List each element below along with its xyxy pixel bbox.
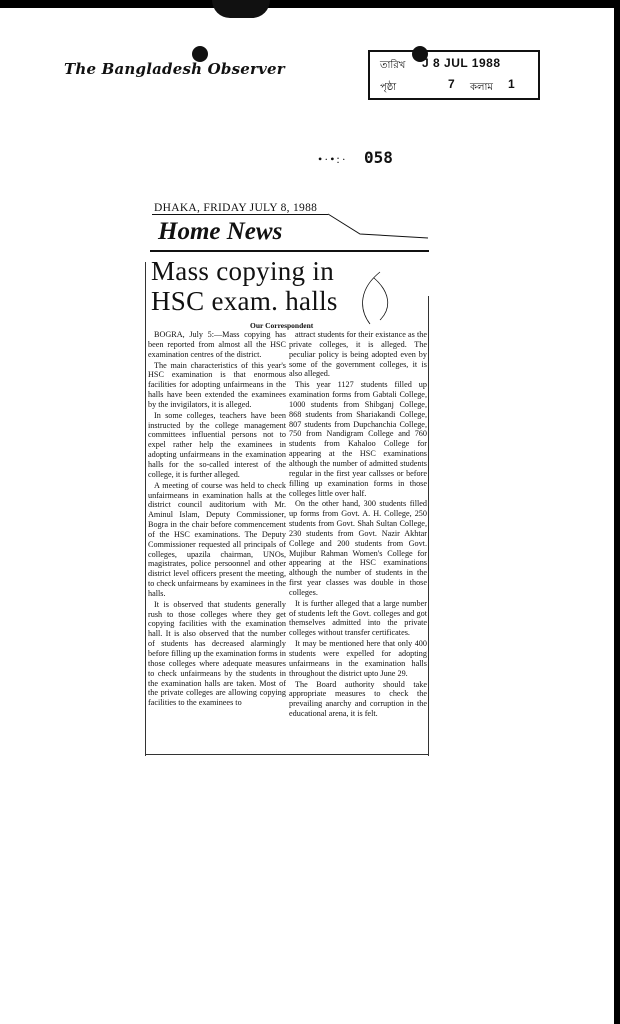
clipping-edge-bottom: [145, 754, 429, 755]
section-rule: [150, 250, 429, 252]
newspaper-name: The Bangladesh Observer: [64, 60, 285, 78]
section-tab-shape: [300, 212, 430, 242]
paragraph: A meeting of course was held to check unfairmeans in examination halls at the district council auditorium with Mr. Aminul Islam, Deputy Commissioner, Bogra in the chair before commencement of the HSC examinations. The Deputy Commissioner requested all principals of colleges, upazila chairman, UNOs, magistrates, police persoonnel and other district level officers present the meeting, to check unfairmeans by examinees in the halls.: [148, 480, 286, 598]
paragraph: BOGRA, July 5:—Mass copying has been reported from almost all the HSC examination centres of the district.: [148, 330, 286, 359]
paragraph: The main characteristics of this year's HSC examination is that enormous facilities for adopting unfairmeans in the halls have been extended the examinees by the invigilators, it is alleged.: [148, 360, 286, 409]
stamp-page-value: 7: [448, 77, 455, 91]
paragraph: It is observed that students generally rush to those colleges where they get copying facilities with the examination hall. It is also observed that the number of students has decreased alarmingly before filling up the examination forms in those colleges where adequate measures to check unfairmeans by the students in the examination halls are taken. Most of the private colleges are allowing copying facilities to the examinees to: [148, 599, 286, 708]
section-title: Home News: [158, 218, 283, 245]
article-column-2: [289, 330, 427, 720]
byline: Our Correspondent: [250, 321, 314, 330]
stamp-column-label: কলাম: [470, 82, 493, 93]
paragraph: This year 1127 students filled up examination forms from Gabtali College, 1000 students from Shibganj College, 868 students from Shariakandi College, 807 students from Dupchanchia College, 750 from Nandigram College and 760 students from Kahaloo College for appearing at the HSC examinations although the number of admitted students regular in the first year callsses or before filling up examination forms in those colleges little over half.: [289, 380, 427, 498]
article-column-1: [148, 330, 286, 709]
clipping-edge-right: [428, 296, 429, 756]
paragraph: attract students for their existance as the private colleges, it is alleged. The peculiar policy is being adopted even by some of the government colleges, it is also alleged.: [289, 330, 427, 379]
ink-specks: •·•:·: [318, 152, 348, 166]
headline-line-1: Mass copying in: [151, 256, 334, 286]
paragraph: It may be mentioned here that only 400 students were expelled for adopting unfairmeans in the examination halls throughout the district upto June 29.: [289, 639, 427, 678]
headline-line-2: HSC exam. halls: [151, 286, 338, 316]
stamp-date-label: তারিখ: [380, 60, 406, 71]
paragraph: On the other hand, 300 students filled up forms from Govt. A. H. College, 250 students from Govt. Shah Sultan College, 230 students from Govt. Nazir Akhtar College and 200 students from Govt. Mujibur Rahman Women's College for appearing at the HSC examinations although the number of students in the first year classes was double in those colleges.: [289, 499, 427, 597]
stamp-page-label: পৃষ্ঠা: [380, 82, 397, 93]
dateline: DHAKA, FRIDAY JULY 8, 1988: [154, 202, 318, 214]
binder-clip-shadow: [212, 0, 270, 18]
paragraph: The Board authority should take appropriate measures to check the prevailing anarchy and corruption in the educational arena, it is felt.: [289, 679, 427, 719]
clipping-edge-left: [145, 262, 146, 756]
scan-top-edge: [0, 0, 620, 8]
stamp-date: J 8 JUL 1988: [422, 56, 501, 70]
paragraph: In some colleges, teachers have been instructed by the college management committees influential persons not to expel rather help the examinees in adopting unfairmeans in the examination halls for the so-called interest of the college, it is further alleged.: [148, 410, 286, 479]
stamp-column-value: 1: [508, 77, 515, 91]
scan-right-edge: [614, 0, 620, 1024]
archive-stamp: [368, 50, 540, 100]
page-number: 058: [364, 148, 393, 167]
pen-mark: [350, 268, 400, 328]
paragraph: It is further alleged that a large number of students left the Govt. colleges and got themselves admitted into the private colleges without transfer certificates.: [289, 598, 427, 638]
